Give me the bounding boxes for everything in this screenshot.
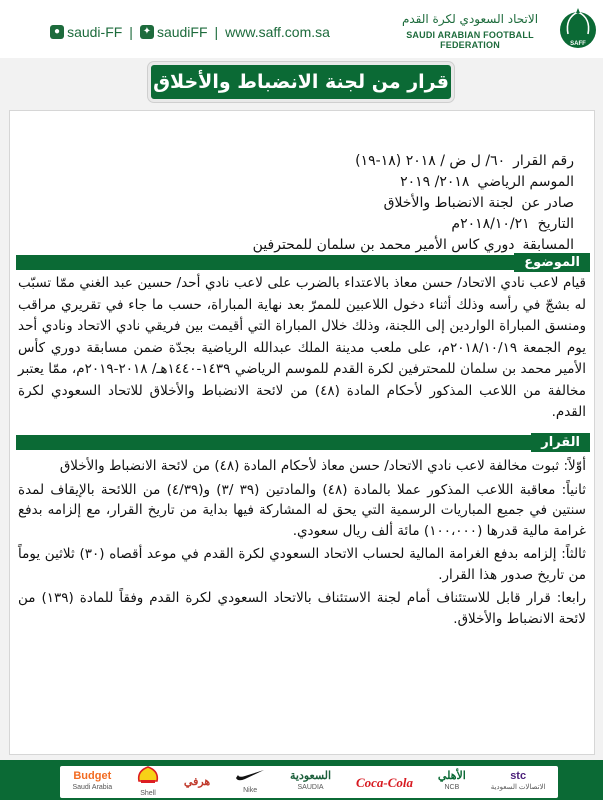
meta-label: الموسم الرياضي [477, 174, 574, 190]
twitter-link[interactable] [140, 24, 208, 40]
sponsor-name: السعودية [290, 770, 332, 782]
meta-value: ٢٠١٨/١٠/٢١م [451, 216, 530, 232]
shell-logo-icon [137, 765, 159, 785]
sponsor-saudia [290, 771, 331, 793]
decision-item: ثانياً: معاقبة اللاعب المذكور عملا بالمادة (٤٨) والمادتين (٣٩ /٣) و(٤/٣٩) من اللائحة بالإيقاف لمدة سنتين في جميع المباريات الرسمية التي يحق له المشاركة فيها بداية من تاريخ القرار، مع إلزامه بدفع غرامة مالية قدرها (١٠٠،٠٠٠) مائة ألف ريال سعودي. [18, 481, 586, 539]
sponsor-strip [60, 766, 558, 798]
meta-value: ٢٠١٨/ ٢٠١٩ [400, 174, 470, 190]
sponsor-name: Nike [243, 787, 258, 794]
federation-name-ar: الاتحاد السعودي لكرة القدم [401, 12, 539, 26]
website-link[interactable]: www.saff.com.sa [225, 24, 330, 40]
meta-value: ٦٠/ ل ض / ٢٠١٨ (١٨-١٩) [355, 153, 506, 169]
snapchat-handle: saudi-FF [67, 24, 123, 40]
crest-text: SAFF [570, 41, 586, 47]
page-title: قرار من لجنة الانضباط والأخلاق [153, 71, 449, 93]
decision-section-bar [16, 435, 590, 450]
federation-name [385, 12, 555, 50]
snapchat-link[interactable] [50, 24, 122, 40]
meta-label: صادر عن [521, 195, 574, 211]
federation-name-en: SAUDI ARABIAN FOOTBALL FEDERATION [406, 30, 534, 50]
sponsor-sub: الاتصالات السعودية [490, 784, 546, 791]
nike-swoosh-icon [235, 768, 265, 782]
sponsor-sub: Saudi Arabia [72, 784, 113, 791]
sponsor-budget [72, 771, 112, 793]
sponsor-name: هرفي [183, 775, 211, 788]
sponsor-shell [137, 765, 159, 799]
decision-heading: القرار [531, 433, 590, 452]
decision-item: رابعا: قرار قابل للاستئناف أمام لجنة الاستئناف بالاتحاد السعودي لكرة القدم وفقاً للمادة (١٣٩) من لائحة الانضباط والأخلاق. [18, 590, 586, 627]
social-links [0, 18, 380, 46]
sponsor-sub: NCB [444, 784, 460, 791]
subject-heading: الموضوع [514, 253, 590, 272]
sponsor-cocacola [355, 774, 414, 790]
meta-issuer [34, 193, 574, 214]
decision-item: أوّلاً: ثبوت مخالفة لاعب نادي الاتحاد/ حسن معاذ لأحكام المادة (٤٨) من لائحة الانضباط والأخلاق [59, 458, 586, 474]
twitter-icon: ✦ [140, 25, 154, 39]
subject-section-bar [16, 255, 590, 270]
snapchat-icon: ● [50, 25, 64, 39]
sponsor-footer [0, 760, 603, 800]
decision-item: ثالثاً: إلزامه بدفع الغرامة المالية لحساب الاتحاد السعودي لكرة القدم في موعد أقصاه (٣٠) ثلاثين يوماً من تاريخ صدور هذا القرار. [18, 546, 586, 583]
decision-document [9, 110, 595, 755]
page-header [0, 0, 603, 58]
meta-decision-number [34, 151, 574, 172]
sponsor-sub: SAUDIA [297, 784, 324, 791]
twitter-handle: saudiFF [156, 24, 208, 40]
meta-date [34, 214, 574, 235]
page-title-bar [148, 62, 454, 102]
saff-crest-icon [557, 4, 599, 54]
divider: | [214, 24, 219, 40]
sponsor-stc [491, 771, 546, 793]
sponsor-name: stc [510, 770, 527, 782]
sponsor-name: Shell [140, 790, 156, 797]
decision-meta [34, 151, 574, 256]
sponsor-name: الأهلي [437, 770, 466, 782]
meta-competition [34, 235, 574, 256]
meta-label: رقم القرار [513, 153, 574, 169]
decision-list [18, 456, 586, 632]
sponsor-ncb [438, 771, 466, 793]
sponsor-name: Coca-Cola [355, 774, 414, 790]
sponsor-name: Budget [73, 770, 112, 782]
sponsor-herfy [184, 777, 210, 788]
subject-text: قيام لاعب نادي الاتحاد/ حسن معاذ بالاعتداء بالضرب على لاعب نادي أحد/ حسين عبد الغني ممّا تسبّب له بشجّ في رأسه وذلك أثناء دخول اللاعبين للممرّ بعد نهاية المباراة، حسب ما جاء في تقريري مراقب ومنسق المباراة الواردين إلى اللجنة، وذلك خلال المباراة التي أقيمت بين فريقي نادي الاتحاد ونادي أحد يوم الجمعة ٢٠١٨/١٠/١٩م، على ملعب مدينة الملك عبدالله الرياضية بجدّة ضمن مسابقة دوري كأس الأمير محمد بن سلمان للمحترفين لكرة القدم للموسم الرياضي ١٤٣٩-١٤٤٠هـ/ ٢٠١٨-٢٠١٩م، ممّا يعتبر مخالفة من اللاعب المذكور لأحكام المادة (٤٨) من لائحة الانضباط والأخلاق للاتحاد السعودي لكرة القدم. [18, 275, 586, 420]
meta-value: لجنة الانضباط والأخلاق [383, 195, 514, 211]
meta-season [34, 172, 574, 193]
meta-label: التاريخ [537, 216, 574, 232]
divider: | [129, 24, 133, 40]
meta-value: دوري كاس الأمير محمد بن سلمان للمحترفين [252, 237, 515, 253]
meta-label: المسابقة [522, 237, 574, 253]
sponsor-nike [235, 768, 265, 796]
